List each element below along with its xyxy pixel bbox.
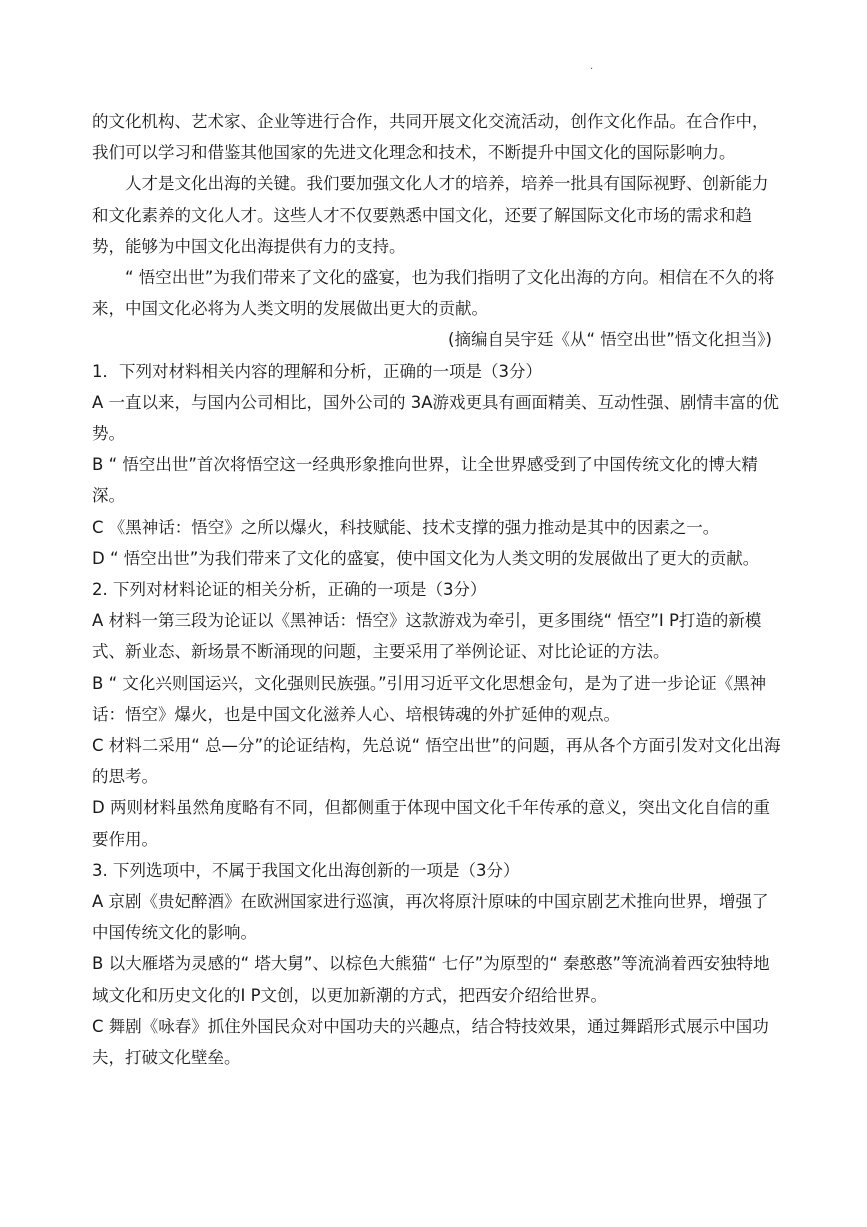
question-1-option-d: D “ 悟空出世”为我们带来了文化的盛宴，使中国文化为人类文明的发展做出了更大的贡献。 bbox=[92, 548, 760, 568]
question-1-option-b: B “ 悟空出世”首次将悟空这一经典形象推向世界，让全世界感受到了中国传统文化的博大精深。 bbox=[92, 455, 758, 506]
page-marker: · bbox=[590, 64, 594, 75]
question-2-option-a: A 材料一第三段为论证以《黑神话：悟空》这款游戏为牵引，更多围绕“ 悟空”I P打造的新模式、新业态、新场景不断涌现的问题，主要采用了举例论证、对比论证的方法。 bbox=[92, 611, 762, 662]
document-body bbox=[92, 106, 784, 1073]
question-2-option-c: C 材料二采用“ 总—分”的论证结构，先总说“ 悟空出世”的问题，再从各个方面引发对文化出海的思考。 bbox=[92, 736, 781, 787]
passage-paragraph: 人才是文化出海的关键。我们要加强文化人才的培养，培养一批具有国际视野、创新能力和文化素养的文化人才。这些人才不仅要熟悉中国文化，还要了解国际文化市场的需求和趋势，能够为中国文化出海提供有力的支持。 bbox=[92, 174, 769, 256]
question-3-option-a: A 京剧《贵妃醉酒》在欧洲国家进行巡演，再次将原汁原味的中国京剧艺术推向世界，增强了中国传统文化的影响。 bbox=[92, 892, 769, 943]
question-1-stem: 1．下列对材料相关内容的理解和分析，正确的一项是（3分） bbox=[92, 361, 542, 381]
passage-paragraph: “ 悟空出世”为我们带来了文化的盛宴，也为我们指明了文化出海的方向。相信在不久的将来，中国文化必将为人类文明的发展做出更大的贡献。 bbox=[92, 268, 775, 319]
question-3-option-c: C 舞剧《咏春》抓住外国民众对中国功夫的兴趣点，结合特技效果，通过舞蹈形式展示中国功夫，打破文化壁垒。 bbox=[92, 1016, 769, 1068]
question-1-option-a: A 一直以来，与国内公司相比，国外公司的 3A游戏更具有画面精美、互动性强、剧情丰富的优势。 bbox=[92, 392, 780, 444]
question-1-option-c: C 《黑神话：悟空》之所以爆火，科技赋能、技术支撑的强力推动是其中的因素之一。 bbox=[92, 517, 720, 537]
question-3-option-b: B 以大雁塔为灵感的“ 塔大舅”、以棕色大熊猫“ 七仔”为原型的“ 秦憨憨”等流淌着西安独特地域文化和历史文化的I P文创，以更加新潮的方式，把西安介绍给世界。 bbox=[92, 954, 770, 1005]
passage-paragraph: 的文化机构、艺术家、企业等进行合作，共同开展文化交流活动，创作文化作品。在合作中，我们可以学习和借鉴其他国家的先进文化理念和技术，不断提升中国文化的国际影响力。 bbox=[92, 112, 769, 163]
question-3-stem: 3. 下列选项中，不属于我国文化出海创新的一项是（3分） bbox=[92, 860, 520, 880]
question-2-stem: 2. 下列对材料论证的相关分析，正确的一项是（3分） bbox=[92, 580, 487, 600]
question-2-option-b: B “ 文化兴则国运兴，文化强则民族强。”引用习近平文化思想金句，是为了进一步论证《黑神话：悟空》爆火，也是中国文化滋养人心、培根铸魂的外扩延伸的观点。 bbox=[92, 673, 767, 724]
question-2-option-d: D 两则材料虽然角度略有不同，但都侧重于体现中国文化千年传承的意义，突出文化自信的重要作用。 bbox=[92, 798, 770, 849]
source-citation: (摘编自吴宇廷《从“ 悟空出世”悟文化担当》) bbox=[448, 330, 772, 350]
